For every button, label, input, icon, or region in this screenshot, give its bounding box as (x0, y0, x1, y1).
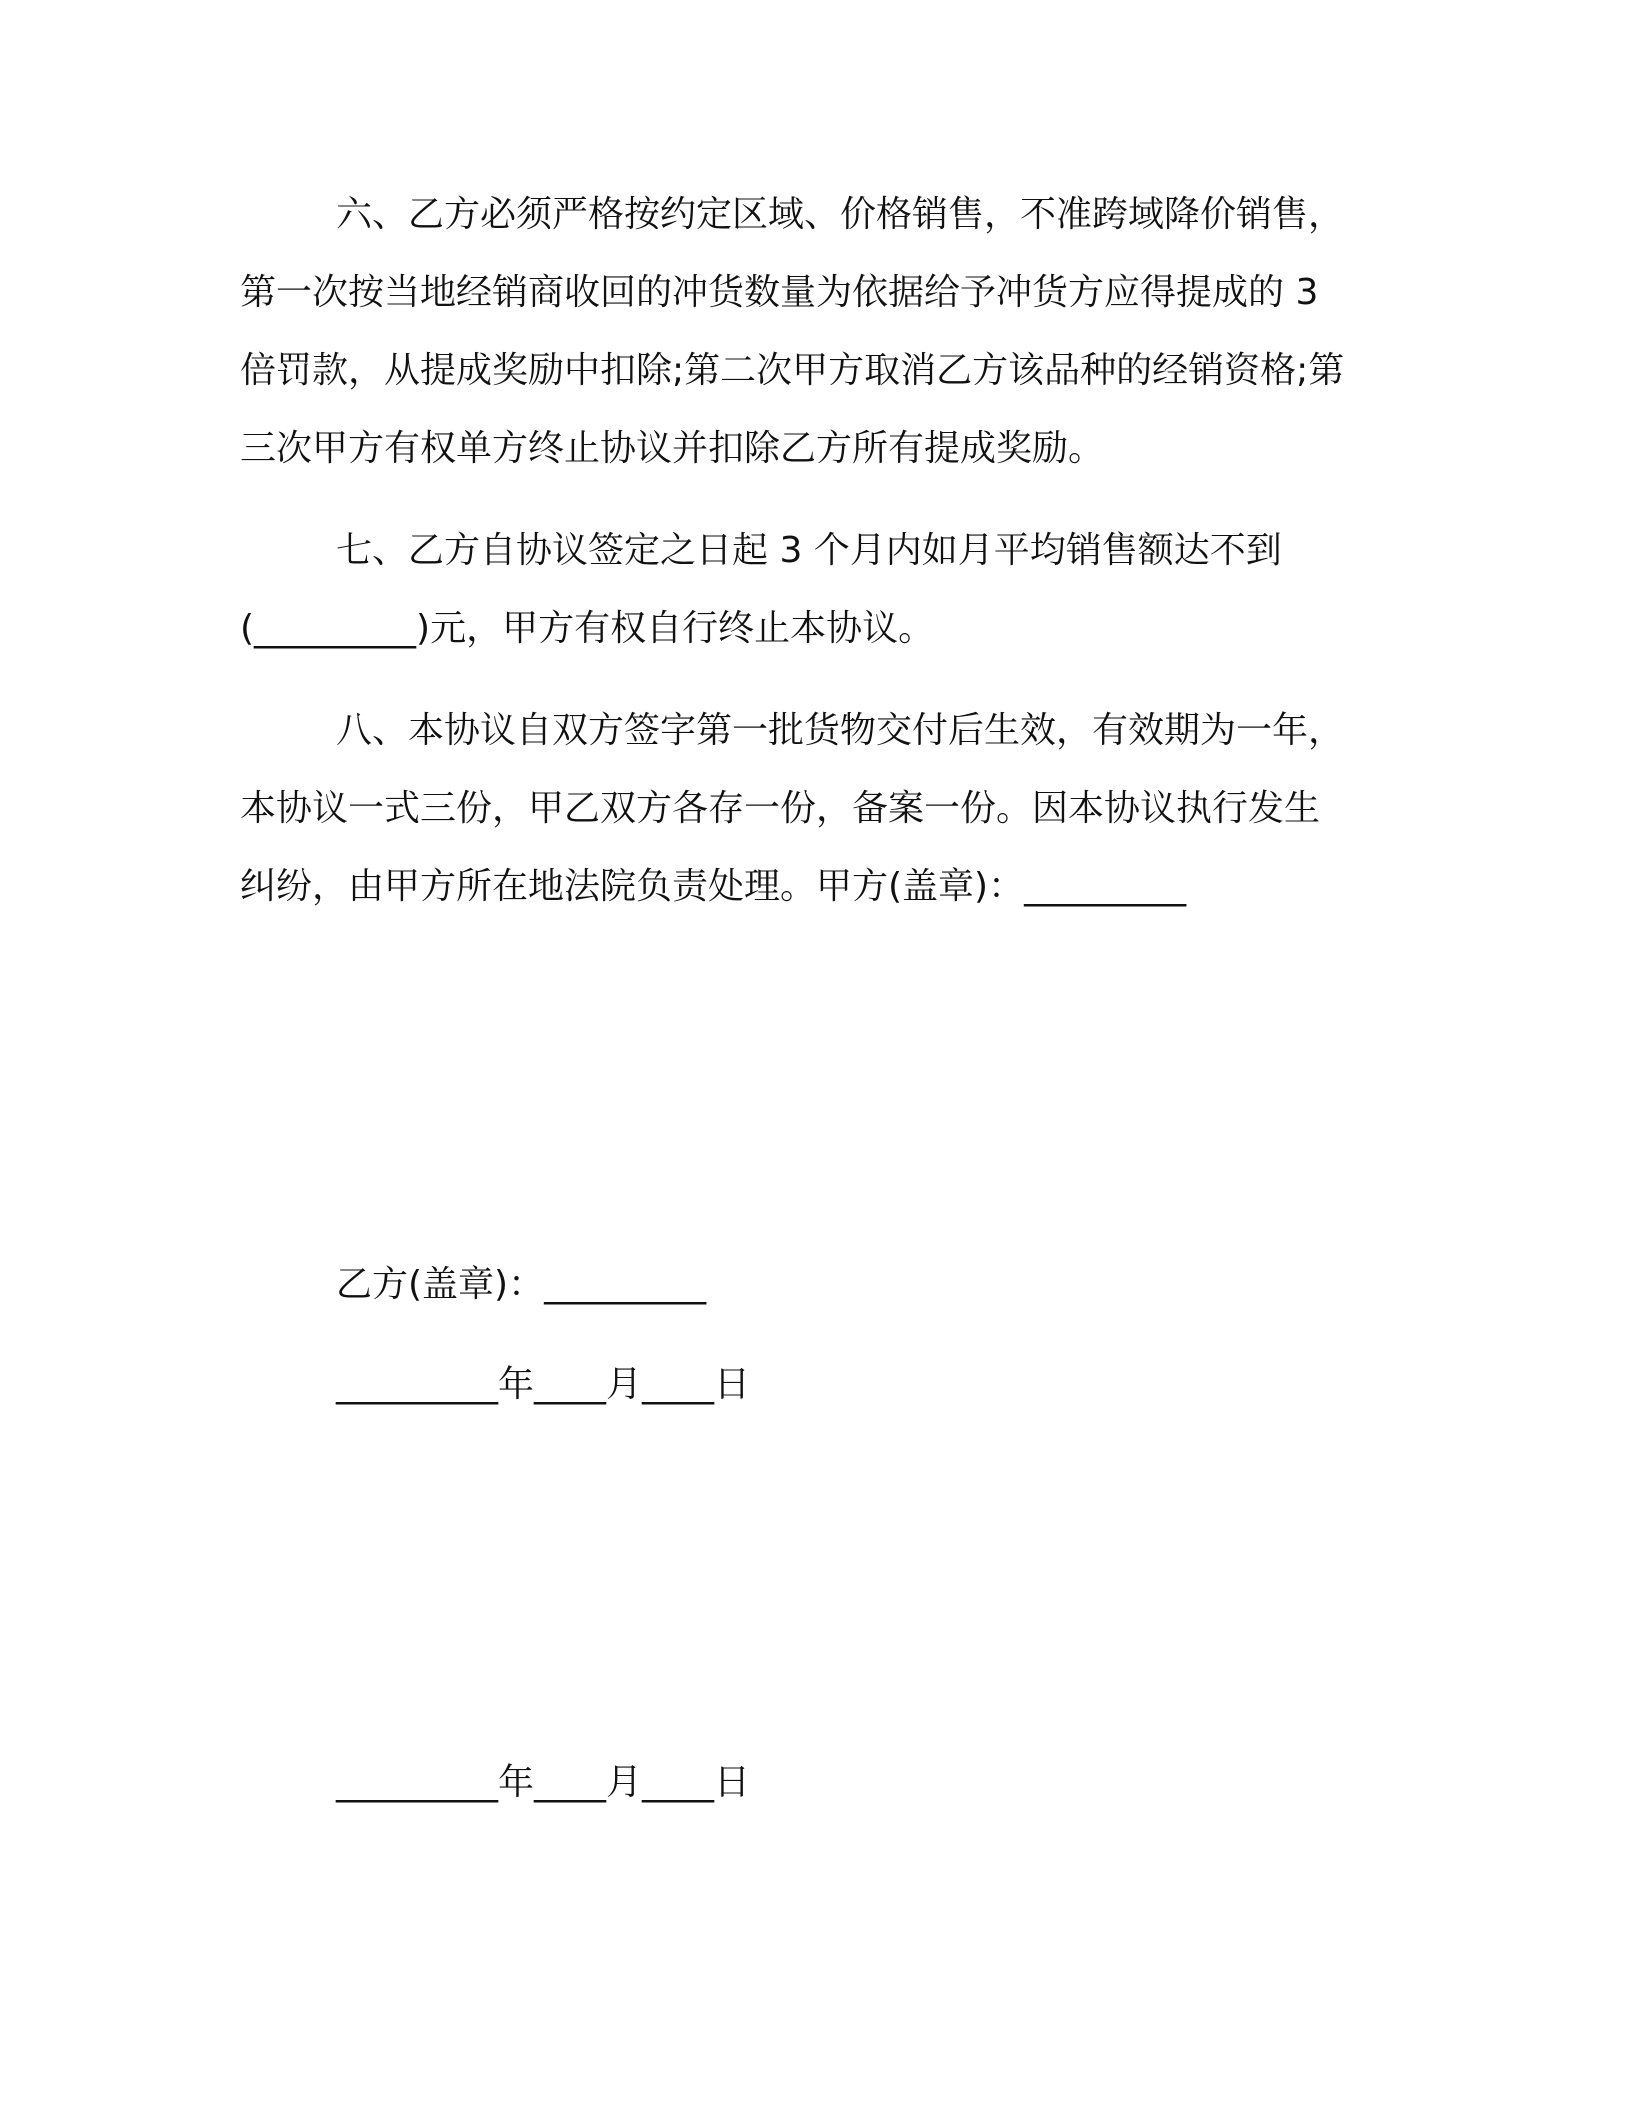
clause-six-line-4: 三次甲方有权单方终止协议并扣除乙方所有提成奖励。 (240, 428, 1105, 469)
clause-eight-line-3: 纠纷，由甲方所在地法院负责处理。甲方(盖章)：_________ (240, 866, 1187, 907)
clause-six (240, 176, 1390, 488)
clause-seven (240, 512, 1390, 668)
clause-seven-line-2: (_________)元，甲方有权自行终止本协议。 (240, 608, 935, 649)
party-b-seal-line: 乙方(盖章)：_________ (336, 1264, 707, 1305)
clause-six-line-2: 第一次按当地经销商收回的冲货数量为依据给予冲货方应得提成的 3 (240, 272, 1319, 313)
clause-six-line-3: 倍罚款，从提成奖励中扣除;第二次甲方取消乙方该品种的经销资格;第 (240, 350, 1345, 391)
date-line-second: _________年____月____日 (336, 1762, 750, 1803)
date-line-first: _________年____月____日 (336, 1364, 750, 1405)
clause-seven-line-1: 七、乙方自协议签定之日起 3 个月内如月平均销售额达不到 (336, 530, 1282, 571)
clause-eight-line-2: 本协议一式三份，甲乙双方各存一份，备案一份。因本协议执行发生 (240, 788, 1321, 829)
clause-six-line-1: 六、乙方必须严格按约定区域、价格销售，不准跨域降价销售， (336, 194, 1345, 235)
clause-eight (240, 692, 1390, 926)
clause-eight-line-1: 八、本协议自双方签字第一批货物交付后生效，有效期为一年， (336, 710, 1345, 751)
